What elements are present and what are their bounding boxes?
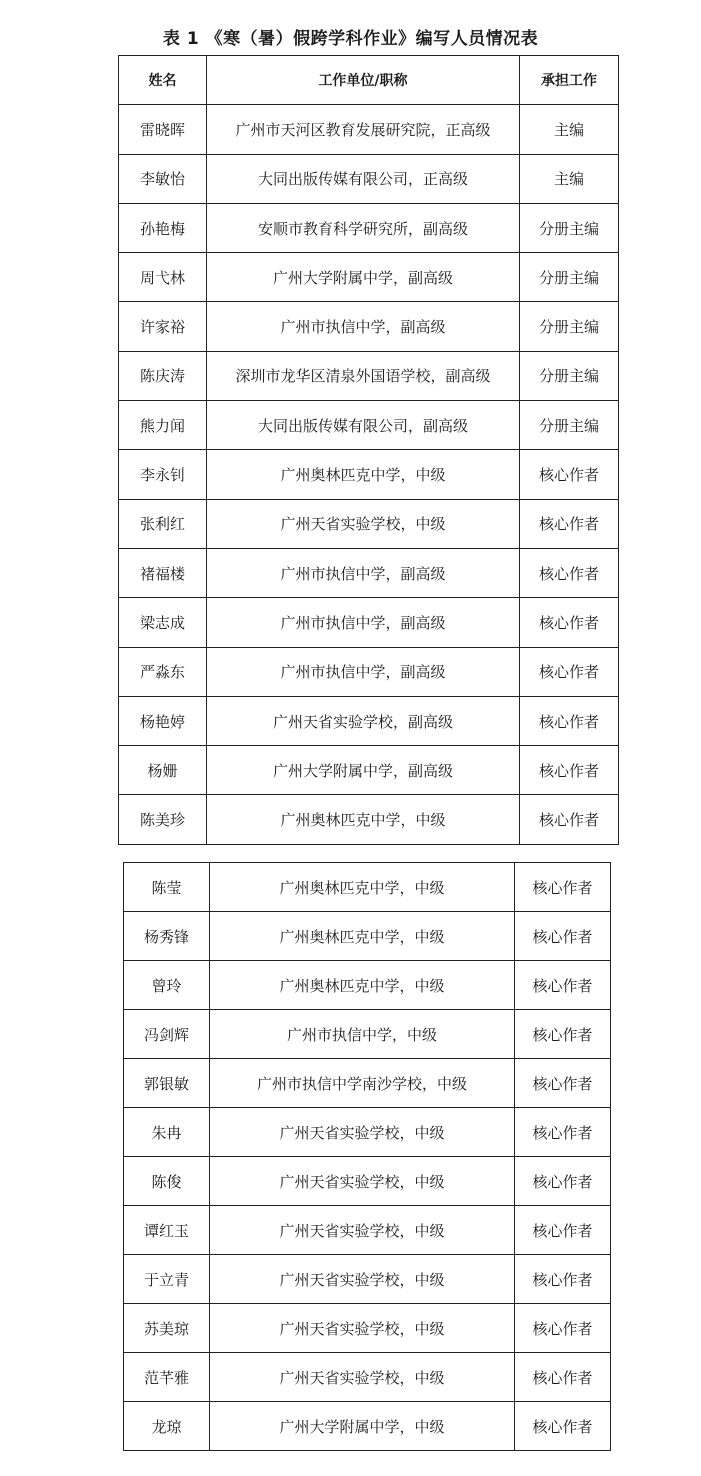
header-role: 承担工作: [520, 56, 619, 105]
table-row: [124, 1059, 611, 1108]
table-row: [124, 1353, 611, 1402]
cell-unit-title: 广州大学附属中学，副高级: [207, 746, 520, 795]
table-row: [124, 1010, 611, 1059]
cell-unit-title: 广州大学附属中学，副高级: [207, 253, 520, 302]
cell-name: 严淼东: [119, 647, 207, 696]
staff-table-part1: [118, 55, 619, 845]
cell-role: 核心作者: [520, 548, 619, 597]
table-row: [124, 1255, 611, 1304]
table-row: [119, 795, 619, 844]
table-row: [119, 696, 619, 745]
cell-unit-title: 广州奥林匹克中学，中级: [210, 912, 515, 961]
cell-name: 陈莹: [124, 863, 210, 912]
cell-name: 龙琼: [124, 1402, 210, 1451]
cell-role: 核心作者: [515, 961, 611, 1010]
cell-unit-title: 广州天省实验学校，中级: [210, 1304, 515, 1353]
cell-unit-title: 广州天省实验学校，中级: [210, 1255, 515, 1304]
cell-role: 核心作者: [515, 1304, 611, 1353]
cell-unit-title: 广州大学附属中学，中级: [210, 1402, 515, 1451]
cell-unit-title: 大同出版传媒有限公司，正高级: [207, 154, 520, 203]
table-row: [119, 401, 619, 450]
cell-name: 张利红: [119, 499, 207, 548]
table-row: [119, 253, 619, 302]
cell-role: 核心作者: [515, 1402, 611, 1451]
cell-name: 李永钊: [119, 450, 207, 499]
cell-name: 谭红玉: [124, 1206, 210, 1255]
table-row: [119, 647, 619, 696]
cell-unit-title: 广州市执信中学，中级: [210, 1010, 515, 1059]
cell-unit-title: 广州市执信中学，副高级: [207, 647, 520, 696]
table-row: [124, 912, 611, 961]
cell-name: 于立青: [124, 1255, 210, 1304]
table-row: [119, 105, 619, 154]
table-row: [119, 203, 619, 252]
table-row: [124, 1157, 611, 1206]
cell-role: 分册主编: [520, 302, 619, 351]
header-name: 姓名: [119, 56, 207, 105]
cell-name: 许家裕: [119, 302, 207, 351]
cell-unit-title: 广州市天河区教育发展研究院，正高级: [207, 105, 520, 154]
cell-unit-title: 广州天省实验学校，中级: [210, 1108, 515, 1157]
cell-role: 核心作者: [520, 499, 619, 548]
table-row: [119, 598, 619, 647]
cell-role: 分册主编: [520, 203, 619, 252]
table-row: [119, 450, 619, 499]
table-row: [119, 548, 619, 597]
cell-role: 核心作者: [520, 598, 619, 647]
cell-name: 周弋林: [119, 253, 207, 302]
table-row: [119, 154, 619, 203]
cell-name: 杨姗: [119, 746, 207, 795]
cell-unit-title: 广州天省实验学校，副高级: [207, 696, 520, 745]
cell-role: 核心作者: [515, 1157, 611, 1206]
cell-role: 核心作者: [515, 1108, 611, 1157]
cell-unit-title: 广州奥林匹克中学，中级: [207, 450, 520, 499]
table-header-row: [119, 56, 619, 105]
table-row: [119, 499, 619, 548]
cell-name: 褚福楼: [119, 548, 207, 597]
cell-name: 苏美琼: [124, 1304, 210, 1353]
page-title: 表 1 《寒（暑）假跨学科作业》编写人员情况表: [162, 29, 539, 49]
cell-unit-title: 广州市执信中学，副高级: [207, 302, 520, 351]
cell-unit-title: 广州市执信中学南沙学校，中级: [210, 1059, 515, 1108]
table-row: [119, 746, 619, 795]
cell-role: 核心作者: [520, 746, 619, 795]
cell-name: 曾玲: [124, 961, 210, 1010]
cell-unit-title: 广州天省实验学校，中级: [210, 1206, 515, 1255]
cell-name: 冯剑辉: [124, 1010, 210, 1059]
cell-unit-title: 安顺市教育科学研究所，副高级: [207, 203, 520, 252]
cell-name: 梁志成: [119, 598, 207, 647]
cell-role: 核心作者: [515, 1059, 611, 1108]
cell-name: 陈庆涛: [119, 351, 207, 400]
cell-name: 范芊雅: [124, 1353, 210, 1402]
cell-role: 分册主编: [520, 253, 619, 302]
cell-name: 孙艳梅: [119, 203, 207, 252]
table-row: [124, 1402, 611, 1451]
table-row: [119, 302, 619, 351]
cell-unit-title: 广州市执信中学，副高级: [207, 548, 520, 597]
cell-role: 核心作者: [520, 647, 619, 696]
cell-name: 李敏怡: [119, 154, 207, 203]
cell-role: 核心作者: [515, 863, 611, 912]
cell-role: 主编: [520, 154, 619, 203]
cell-role: 核心作者: [515, 1255, 611, 1304]
cell-name: 朱冉: [124, 1108, 210, 1157]
cell-name: 杨秀锋: [124, 912, 210, 961]
table-row: [124, 863, 611, 912]
cell-unit-title: 广州天省实验学校，中级: [210, 1353, 515, 1402]
cell-name: 杨艳婷: [119, 696, 207, 745]
cell-role: 分册主编: [520, 401, 619, 450]
cell-role: 核心作者: [520, 450, 619, 499]
cell-name: 郭银敏: [124, 1059, 210, 1108]
cell-unit-title: 深圳市龙华区清泉外国语学校，副高级: [207, 351, 520, 400]
cell-role: 核心作者: [520, 795, 619, 844]
cell-unit-title: 广州奥林匹克中学，中级: [210, 863, 515, 912]
cell-unit-title: 广州天省实验学校，中级: [207, 499, 520, 548]
table-row: [124, 1108, 611, 1157]
cell-role: 主编: [520, 105, 619, 154]
cell-unit-title: 广州天省实验学校，中级: [210, 1157, 515, 1206]
table-row: [124, 1206, 611, 1255]
staff-table-part2: [123, 862, 611, 1451]
cell-unit-title: 广州奥林匹克中学，中级: [210, 961, 515, 1010]
cell-name: 熊力闻: [119, 401, 207, 450]
table-row: [124, 961, 611, 1010]
cell-name: 雷晓晖: [119, 105, 207, 154]
cell-unit-title: 广州奥林匹克中学，中级: [207, 795, 520, 844]
cell-unit-title: 大同出版传媒有限公司，副高级: [207, 401, 520, 450]
cell-role: 核心作者: [515, 1010, 611, 1059]
cell-unit-title: 广州市执信中学，副高级: [207, 598, 520, 647]
cell-role: 核心作者: [515, 1206, 611, 1255]
header-unit-title: 工作单位/职称: [207, 56, 520, 105]
cell-role: 核心作者: [520, 696, 619, 745]
cell-name: 陈俊: [124, 1157, 210, 1206]
cell-role: 核心作者: [515, 1353, 611, 1402]
cell-name: 陈美珍: [119, 795, 207, 844]
table-row: [124, 1304, 611, 1353]
table-row: [119, 351, 619, 400]
cell-role: 分册主编: [520, 351, 619, 400]
cell-role: 核心作者: [515, 912, 611, 961]
